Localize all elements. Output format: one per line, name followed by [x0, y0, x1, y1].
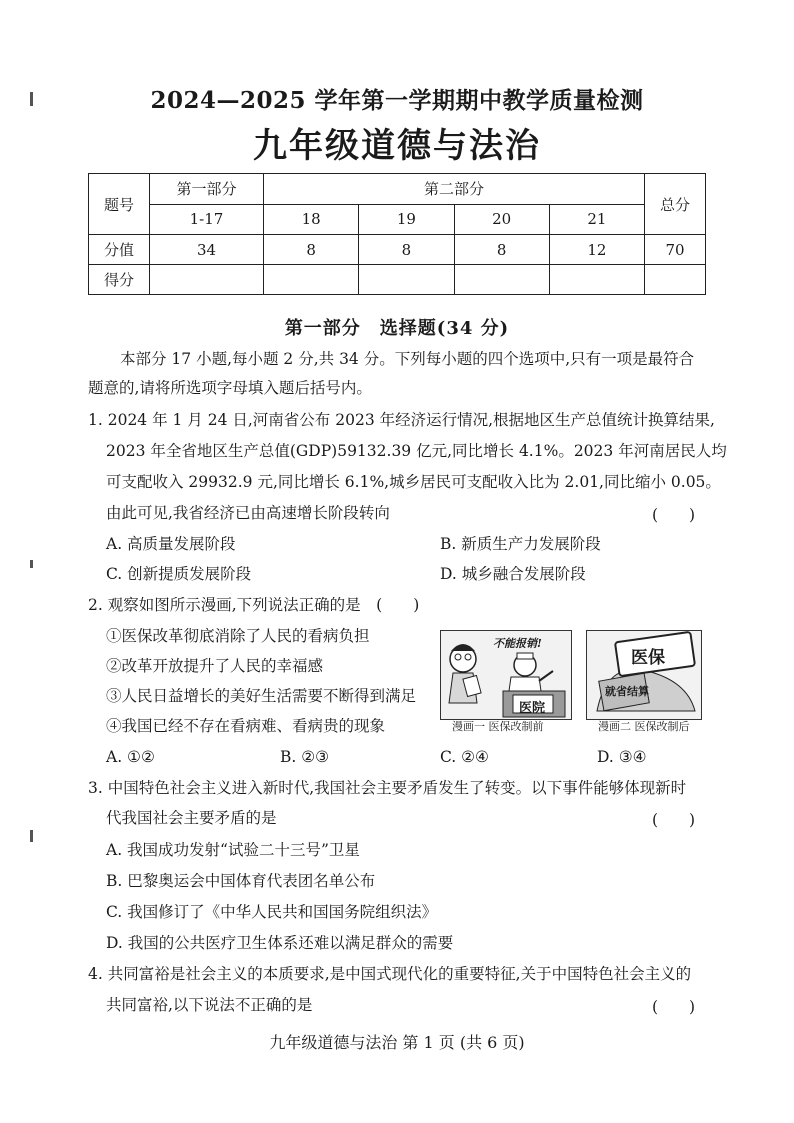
q2-option-d[interactable]: D. ③④ — [597, 748, 647, 766]
q3-answer-paren[interactable]: ( ) — [652, 811, 696, 829]
score-entry-cell[interactable] — [359, 265, 454, 295]
q1-option-d[interactable]: D. 城乡融合发展阶段 — [440, 565, 586, 583]
question-range: 21 — [549, 204, 644, 235]
binding-margin-mark — [30, 560, 33, 568]
q2-statement: ③人民日益增长的美好生活需要不断得到满足 — [106, 687, 417, 705]
label-points: 分值 — [89, 235, 150, 265]
cartoon-after-reform — [586, 630, 702, 720]
q1-stem-line: 1. 2024 年 1 月 24 日,河南省公布 2023 年经济运行情况,根据地区生产总值统计换算结果, — [88, 411, 715, 429]
question-range: 19 — [359, 204, 454, 235]
score-entry-cell[interactable] — [264, 265, 359, 295]
q1-stem-line: 2023 年全省地区生产总值(GDP)59132.39 亿元,同比增长 4.1%。2023 年河南居民人均 — [106, 442, 727, 460]
q4-stem-line: 共同富裕,以下说法不正确的是 — [106, 996, 313, 1014]
q2-stem: 2. 观察如图所示漫画,下列说法正确的是 ( ) — [88, 596, 420, 614]
q3-stem-line: 3. 中国特色社会主义进入新时代,我国社会主要矛盾发生了转变。以下事件能够体现新时 — [88, 779, 687, 797]
q2-statement: ②改革开放提升了人民的幸福感 — [106, 657, 324, 675]
points-cell: 34 — [150, 235, 264, 265]
question-range: 1-17 — [150, 204, 264, 235]
page-footer: 九年级道德与法治 第 1 页 (共 6 页) — [269, 1033, 525, 1052]
question-range: 20 — [454, 204, 549, 235]
q3-option-c[interactable]: C. 我国修订了《中华人民共和国国务院组织法》 — [106, 903, 438, 921]
q2-statement: ④我国已经不存在看病难、看病贵的现象 — [106, 717, 386, 735]
binding-margin-mark — [30, 830, 33, 842]
cartoon2-caption: 漫画二 医保改制后 — [598, 720, 690, 733]
header-part2: 第二部分 — [264, 174, 645, 205]
q2-option-b[interactable]: B. ②③ — [280, 748, 330, 766]
q2-option-a[interactable]: A. ①② — [106, 748, 155, 766]
points-cell: 12 — [549, 235, 644, 265]
cartoon2-settlement-sign: 就省结算 — [605, 685, 649, 698]
q3-stem-line: 代我国社会主要矛盾的是 — [106, 809, 277, 827]
q3-option-b[interactable]: B. 巴黎奥运会中国体育代表团名单公布 — [106, 872, 376, 890]
instructions-line: 本部分 17 小题,每小题 2 分,共 34 分。下列每小题的四个选项中,只有一项是最符合 — [120, 350, 695, 368]
q1-option-a[interactable]: A. 高质量发展阶段 — [106, 535, 236, 553]
part1-title: 第一部分 选择题(34 分) — [284, 318, 510, 339]
instructions-line: 题意的,请将所选项字母填入题后括号内。 — [88, 379, 372, 397]
exam-title: 2024—2025 学年第一学期期中教学质量检测 — [150, 87, 644, 114]
q2-option-c[interactable]: C. ②④ — [440, 748, 489, 766]
question-range: 18 — [264, 204, 359, 235]
q3-option-d[interactable]: D. 我国的公共医疗卫生体系还难以满足群众的需要 — [106, 934, 454, 952]
score-entry-cell[interactable] — [454, 265, 549, 295]
q1-option-b[interactable]: B. 新质生产力发展阶段 — [440, 535, 601, 553]
q3-option-a[interactable]: A. 我国成功发射“试验二十三号”卫星 — [106, 841, 360, 859]
q4-answer-paren[interactable]: ( ) — [652, 998, 696, 1016]
score-table — [88, 173, 706, 295]
score-entry-cell[interactable] — [549, 265, 644, 295]
q4-stem-line: 4. 共同富裕是社会主义的本质要求,是中国式现代化的重要特征,关于中国特色社会主义的 — [88, 965, 692, 983]
cartoon1-shout: 不能报销! — [493, 637, 542, 650]
q1-answer-paren[interactable]: ( ) — [652, 506, 696, 524]
points-cell: 8 — [454, 235, 549, 265]
q1-stem-line: 由此可见,我省经济已由高速增长阶段转向 — [106, 504, 390, 522]
q1-stem-line: 可支配收入 29932.9 元,同比增长 6.1%,城乡居民可支配收入比为 2.01,同比缩小 0.05。 — [106, 473, 721, 491]
q2-statement: ①医保改革彻底消除了人民的看病负担 — [106, 627, 370, 645]
header-total: 总分 — [645, 174, 706, 235]
q1-option-c[interactable]: C. 创新提质发展阶段 — [106, 565, 252, 583]
header-part1: 第一部分 — [150, 174, 264, 205]
points-cell: 70 — [645, 235, 706, 265]
cartoon2-insurance-badge: 医保 — [631, 648, 665, 668]
points-cell: 8 — [264, 235, 359, 265]
cartoon1-hospital-sign: 医院 — [519, 701, 546, 716]
score-entry-cell[interactable] — [150, 265, 264, 295]
points-cell: 8 — [359, 235, 454, 265]
subject-title: 九年级道德与法治 — [253, 126, 541, 166]
cartoon1-caption: 漫画一 医保改制前 — [452, 720, 544, 733]
cartoon-before-reform — [440, 630, 572, 720]
label-question-number: 题号 — [89, 174, 150, 235]
label-score: 得分 — [89, 265, 150, 295]
score-entry-cell[interactable] — [645, 265, 706, 295]
